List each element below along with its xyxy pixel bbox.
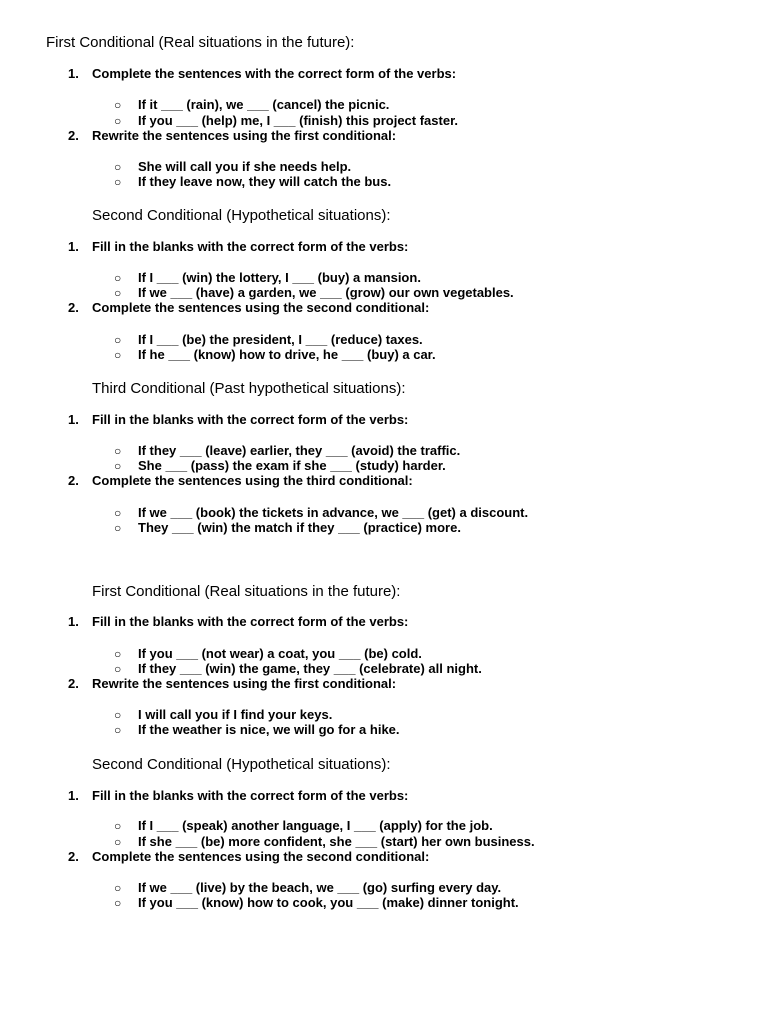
task-text: Complete the sentences using the third conditional: [92,473,413,488]
bullet-circle-icon: ○ [114,444,122,458]
exercise-text: They ___ (win) the match if they ___ (practice) more. [138,520,461,535]
bullet-circle-icon: ○ [114,175,122,189]
task-item [68,239,408,255]
exercise-item [114,520,461,536]
exercise-text: If he ___ (know) how to drive, he ___ (buy) a car. [138,347,436,362]
task-item [68,128,396,144]
exercise-text: If you ___ (know) how to cook, you ___ (make) dinner tonight. [138,895,519,910]
task-number: 2. [68,473,79,488]
task-item [68,66,456,82]
task-number: 2. [68,300,79,315]
exercise-item [114,834,535,850]
task-item [68,849,429,865]
bullet-circle-icon: ○ [114,881,122,895]
task-text: Complete the sentences using the second conditional: [92,849,430,864]
bullet-circle-icon: ○ [114,98,122,112]
exercise-item [114,285,514,301]
task-number: 1. [68,412,79,427]
exercise-text: If she ___ (be) more confident, she ___ (start) her own business. [138,834,535,849]
task-text: Fill in the blanks with the correct form of the verbs: [92,788,409,803]
bullet-circle-icon: ○ [114,160,122,174]
task-number: 2. [68,849,79,864]
bullet-circle-icon: ○ [114,723,122,737]
exercise-text: She will call you if she needs help. [138,159,352,174]
exercise-text: If it ___ (rain), we ___ (cancel) the picnic. [138,97,390,112]
task-item [68,300,429,316]
bullet-circle-icon: ○ [114,459,122,473]
exercise-item [114,97,389,113]
exercise-item [114,174,391,190]
exercise-item [114,722,400,738]
exercise-item [114,707,332,723]
bullet-circle-icon: ○ [114,521,122,535]
exercise-item [114,895,519,911]
section-title-first-conditional-1: First Conditional (Real situations in the future): [46,34,355,51]
bullet-circle-icon: ○ [114,348,122,362]
exercise-text: If we ___ (have) a garden, we ___ (grow) our own vegetables. [138,285,514,300]
task-text: Complete the sentences using the second conditional: [92,300,430,315]
task-number: 1. [68,66,79,81]
task-text: Fill in the blanks with the correct form of the verbs: [92,412,409,427]
exercise-text: If they leave now, they will catch the bus. [138,174,392,189]
exercise-item [114,505,528,521]
task-number: 1. [68,788,79,803]
exercise-item [114,443,460,459]
bullet-circle-icon: ○ [114,835,122,849]
bullet-circle-icon: ○ [114,506,122,520]
bullet-circle-icon: ○ [114,896,122,910]
task-number: 2. [68,676,79,691]
task-item [68,676,396,692]
exercise-item [114,661,482,677]
bullet-circle-icon: ○ [114,708,122,722]
exercise-item [114,113,458,129]
exercise-text: If we ___ (book) the tickets in advance, we ___ (get) a discount. [138,505,529,520]
section-title-first-conditional-2: First Conditional (Real situations in the future): [92,583,401,600]
exercise-text: If I ___ (be) the president, I ___ (reduce) taxes. [138,332,423,347]
exercise-text: If the weather is nice, we will go for a hike. [138,722,400,737]
task-number: 1. [68,614,79,629]
exercise-text: If we ___ (live) by the beach, we ___ (go) surfing every day. [138,880,502,895]
bullet-circle-icon: ○ [114,333,122,347]
exercise-text: If you ___ (not wear) a coat, you ___ (be) cold. [138,646,422,661]
bullet-circle-icon: ○ [114,286,122,300]
exercise-text: I will call you if I find your keys. [138,707,333,722]
task-text: Complete the sentences with the correct form of the verbs: [92,66,457,81]
task-text: Rewrite the sentences using the first conditional: [92,128,397,143]
task-text: Fill in the blanks with the correct form of the verbs: [92,614,409,629]
section-title-second-conditional-1: Second Conditional (Hypothetical situations): [92,207,391,224]
exercise-item [114,159,351,175]
exercise-item [114,646,422,662]
bullet-circle-icon: ○ [114,114,122,128]
exercise-item [114,347,436,363]
task-number: 2. [68,128,79,143]
task-item [68,473,413,489]
exercise-item [114,332,423,348]
exercise-text: If I ___ (speak) another language, I ___ (apply) for the job. [138,818,493,833]
task-text: Fill in the blanks with the correct form of the verbs: [92,239,409,254]
task-text: Rewrite the sentences using the first conditional: [92,676,397,691]
exercise-text: If I ___ (win) the lottery, I ___ (buy) a mansion. [138,270,421,285]
task-number: 1. [68,239,79,254]
bullet-circle-icon: ○ [114,647,122,661]
exercise-text: If they ___ (win) the game, they ___ (celebrate) all night. [138,661,482,676]
bullet-circle-icon: ○ [114,271,122,285]
bullet-circle-icon: ○ [114,662,122,676]
exercise-item [114,458,446,474]
exercise-text: She ___ (pass) the exam if she ___ (study) harder. [138,458,446,473]
exercise-text: If they ___ (leave) earlier, they ___ (avoid) the traffic. [138,443,461,458]
bullet-circle-icon: ○ [114,819,122,833]
task-item [68,412,408,428]
exercise-item [114,270,421,286]
exercise-item [114,818,493,834]
exercise-text: If you ___ (help) me, I ___ (finish) this project faster. [138,113,459,128]
task-item [68,788,408,804]
section-title-second-conditional-2: Second Conditional (Hypothetical situations): [92,756,391,773]
task-item [68,614,408,630]
section-title-third-conditional: Third Conditional (Past hypothetical situations): [92,380,406,397]
exercise-item [114,880,501,896]
